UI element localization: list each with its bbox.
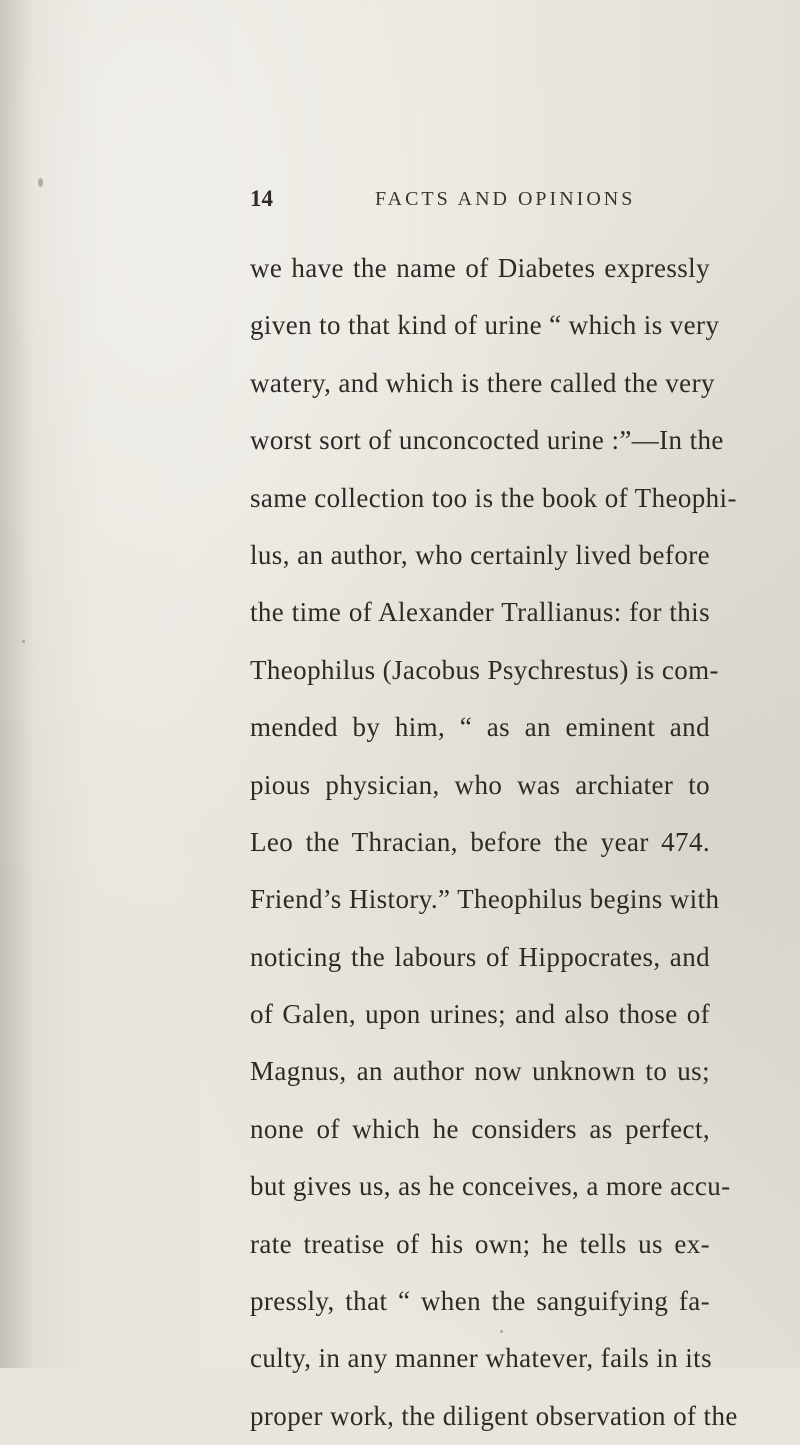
text-line: none of which he considers as perfect, xyxy=(250,1113,710,1144)
text-line: mended by him, “ as an eminent and xyxy=(250,712,710,743)
text-line: lus, an author, who certainly lived before xyxy=(250,539,710,570)
text-line: Friend’s History.” Theophilus begins with xyxy=(250,884,720,915)
body-text xyxy=(250,240,738,1445)
text-line: pressly, that “ when the sanguifying fa- xyxy=(250,1286,710,1317)
text-line: worst sort of unconcocted urine :”—In the xyxy=(250,425,724,456)
text-line: rate treatise of his own; he tells us ex- xyxy=(250,1228,710,1259)
text-line: we have the name of Diabetes expressly xyxy=(250,253,710,283)
page-number: 14 xyxy=(250,186,273,211)
paper-speck xyxy=(38,178,43,187)
text-line: proper work, the diligent observation of the xyxy=(250,1400,738,1431)
text-line: noticing the labours of Hippocrates, and xyxy=(250,941,710,972)
text-line: Leo the Thracian, before the year 474. xyxy=(250,826,710,857)
page-header xyxy=(250,186,670,216)
text-line: the time of Alexander Trallianus: for this xyxy=(250,597,710,628)
text-line: pious physician, who was archiater to xyxy=(250,769,710,800)
text-line: watery, and which is there called the very xyxy=(250,367,715,398)
running-head: FACTS AND OPINIONS xyxy=(375,188,636,210)
text-line: culty, in any manner whatever, fails in its xyxy=(250,1343,712,1374)
text-line: Theophilus (Jacobus Psychrestus) is com- xyxy=(250,654,719,685)
page-edge-shadow xyxy=(0,0,34,1368)
paper-speck xyxy=(22,640,25,643)
text-line: of Galen, upon urines; and also those of xyxy=(250,999,710,1030)
text-line: same collection too is the book of Theophi- xyxy=(250,482,737,513)
text-line: but gives us, as he conceives, a more accu- xyxy=(250,1171,731,1202)
text-line: given to that kind of urine “ which is very xyxy=(250,310,720,341)
text-line: Magnus, an author now unknown to us; xyxy=(250,1056,710,1087)
